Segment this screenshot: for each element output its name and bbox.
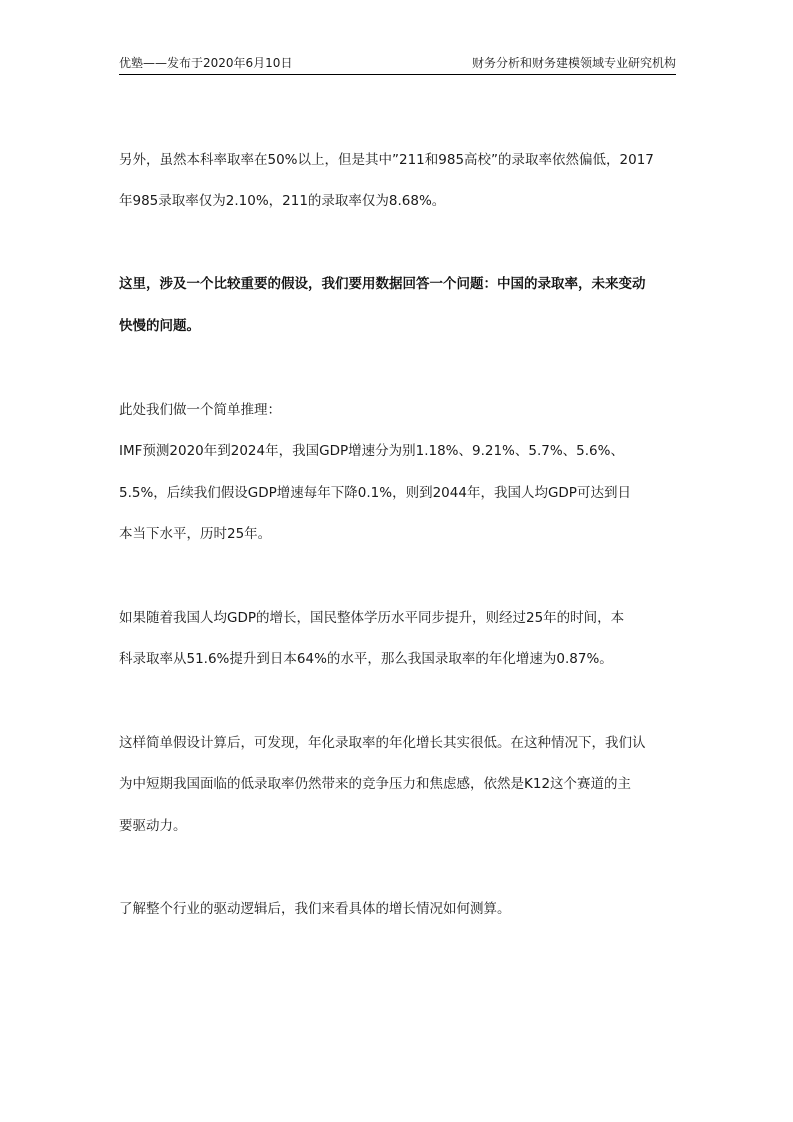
paragraph-line: IMF预测2020年到2024年，我国GDP增速分为别1.18%、9.21%、5.7%、5.6%、 xyxy=(119,443,624,459)
paragraph-line: 为中短期我国面临的低录取率仍然带来的竞争压力和焦虑感，依然是K12这个赛道的主 xyxy=(119,776,632,792)
paragraph-line: 年985录取率仅为2.10%，211的录取率仅为8.68%。 xyxy=(119,193,446,209)
paragraph-line: 5.5%，后续我们假设GDP增速每年下降0.1%，则到2044年，我国人均GDP可达到日 xyxy=(119,485,631,501)
paragraph-line: 科录取率从51.6%提升到日本64%的水平，那么我国录取率的年化增速为0.87%。 xyxy=(119,651,613,667)
paragraph-line: 此处我们做一个简单推理： xyxy=(119,402,281,418)
paragraph-line: 这样简单假设计算后，可发现，年化录取率的年化增长其实很低。在这种情况下，我们认 xyxy=(119,735,646,751)
header-publish-info: 优塾——发布于2020年6月10日 xyxy=(119,56,293,70)
header-org-tagline: 财务分析和财务建模领域专业研究机构 xyxy=(471,56,676,70)
paragraph-line: 了解整个行业的驱动逻辑后，我们来看具体的增长情况如何测算。 xyxy=(119,901,511,917)
paragraph-line: 要驱动力。 xyxy=(119,818,187,834)
paragraph-line: 如果随着我国人均GDP的增长，国民整体学历水平同步提升，则经过25年的时间，本 xyxy=(119,610,625,626)
page-header xyxy=(119,54,676,75)
paragraph-line: 另外，虽然本科率取率在50%以上，但是其中”211和985高校”的录取率依然偏低，2017 xyxy=(119,152,654,168)
key-question-line: 快慢的问题。 xyxy=(119,318,200,334)
paragraph-line: 本当下水平，历时25年。 xyxy=(119,526,272,542)
key-question-line: 这里，涉及一个比较重要的假设，我们要用数据回答一个问题：中国的录取率，未来变动 xyxy=(119,276,646,292)
